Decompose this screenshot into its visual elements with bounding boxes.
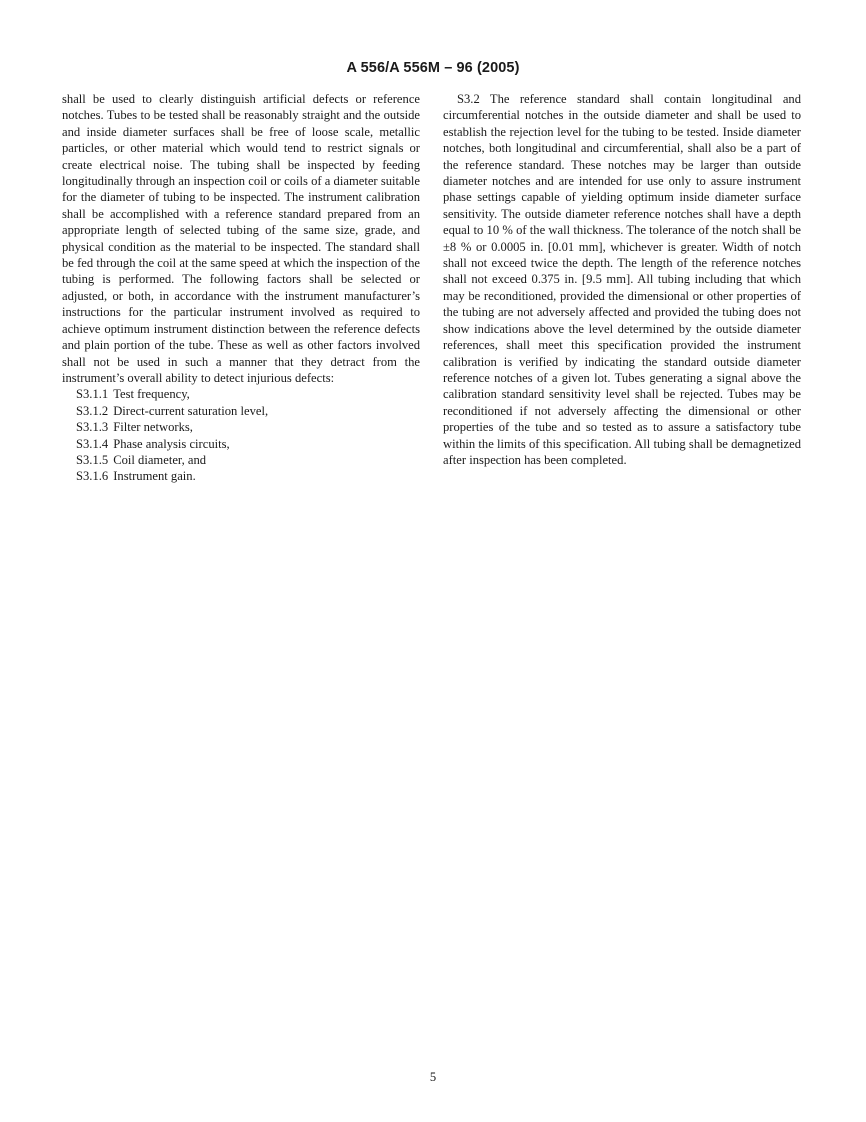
list-item	[62, 452, 420, 468]
left-column	[62, 91, 420, 485]
item-text: Filter networks,	[113, 420, 193, 435]
item-text: Direct-current saturation level,	[113, 403, 269, 418]
item-text: Coil diameter, and	[113, 452, 207, 467]
factor-list	[62, 386, 420, 484]
document-header	[0, 60, 866, 76]
list-item	[62, 468, 420, 484]
item-number: S3.1.3	[76, 420, 109, 435]
section-s3-2-paragraph: S3.2 The reference standard shall contain longitudinal and circumferential notches in the outside diameter and shall be used to establish the rejection level for the tubing to be tested. Inside diameter notches, both longitudinal and circumferential, shall also be a part of the reference standard. These notches may be larger than outside diameter notches and are intended for use only to assure instrument phase settings capable of yielding optimum inside diameter surface sensitivity. The outside diameter reference notches shall have a depth equal to 10 % of the wall thickness. The tolerance of the notch shall be ±8 % or 0.0005 in. [0.01 mm], whichever is greater. Width of notch shall not exceed twice the depth. The length of the reference notches shall not exceed 0.375 in. [9.5 mm]. All tubing including that which may be reconditioned, provided the dimensional or other properties of the tubing are not adversely affected and provided the tubing does not show indications above the level determined by the outside diameter references, shall meet this specification provided the instrument calibration is verified by indicating the standard outside diameter reference notches of a given lot. Tubes generating a signal above the calibration standard sensitivity level shall be rejected. Tubes may be reconditioned if not adversely affecting the dimensional or other properties of the tube and so tested as to assure a satisfactory tube within the limits of this specification. All tubing shall be demagnetized after inspection has been completed.	[443, 92, 801, 467]
item-text: Instrument gain.	[113, 469, 196, 484]
document-designation: A 556/A 556M – 96 (2005)	[346, 60, 520, 76]
item-number: S3.1.2	[76, 403, 109, 418]
page-number: 5	[429, 1070, 437, 1084]
item-number: S3.1.6	[76, 469, 109, 484]
item-number: S3.1.1	[76, 387, 109, 402]
list-item	[62, 419, 420, 435]
right-column	[443, 91, 801, 468]
list-item	[62, 386, 420, 402]
item-number: S3.1.5	[76, 452, 109, 467]
item-text: Phase analysis circuits,	[113, 436, 230, 451]
item-text: Test frequency,	[113, 387, 190, 402]
list-item	[62, 403, 420, 419]
item-number: S3.1.4	[76, 436, 109, 451]
left-column-paragraph: shall be used to clearly distinguish artificial defects or reference notches. Tubes to be tested shall be reasonably straight and the outside and inside diameter surfaces shall be free of loose scale, metallic particles, or other material which would tend to restrict signals or create electrical noise. The tubing shall be inspected by feeding longitudinally through an inspection coil or coils of a diameter suitable for the diameter of tubing to be inspected. The instrument calibration shall be accomplished with a reference standard prepared from an appropriate length of selected tubing of the same size, grade, and physical condition as the material to be inspected. The standard shall be fed through the coil at the same speed at which the inspection of the tubing is performed. The following factors shall be selected or adjusted, or both, in accordance with the instrument manufacturer’s instructions for the particular instrument involved as required to achieve optimum instrument distinction between the reference defects and plain portion of the tube. These as well as other factors involved shall not be used in such a manner that they detract from the instrument’s overall ability to detect injurious defects:	[62, 92, 420, 385]
list-item	[62, 436, 420, 452]
